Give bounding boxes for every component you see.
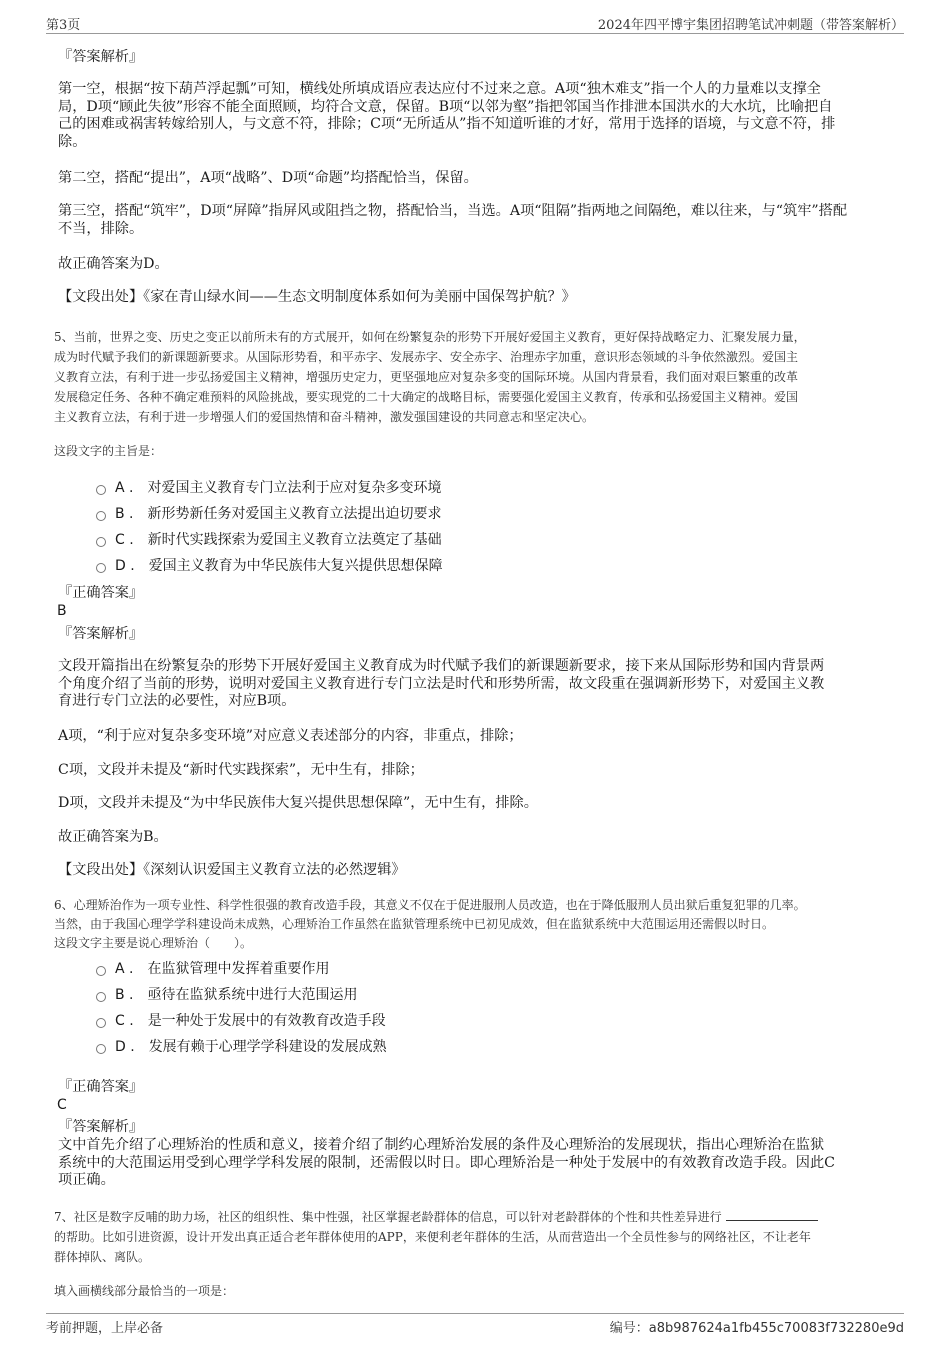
q5-analysis-p3: C项，文段并未提及“新时代实践探索”，无中生有，排除； xyxy=(58,762,424,778)
q6-analysis: 文中首先介绍了心理矫治的性质和意义，接着介绍了制约心理矫治发展的条件及心理矫治的发展现状，指出心理矫治在监狱 系统中的大范围运用受到心理学学科发展的限制，还需假以时日。即心理矫治是一种处于发展中的有效教育改造手段。因此C 项正确。 xyxy=(58,1137,835,1188)
radio-icon[interactable] xyxy=(96,485,106,495)
radio-icon[interactable] xyxy=(96,966,106,976)
q5-option-a[interactable]: A . 对爱国主义教育专门立法利于应对复杂多变环境 xyxy=(96,479,441,497)
q5-correct-label: 『正确答案』 xyxy=(58,585,144,601)
document-title: 2024年四平博宇集团招聘笔试冲刺题（带答案解析） xyxy=(597,18,904,33)
q6-stem: 6、心理矫治作为一项专业性、科学性很强的教育改造手段，其意义不仅在于促进服刑人员改造，也在于降低服刑人员出狱后重复犯罪的几率。 当然，由于我国心理学学科建设尚未成熟，心理矫治工作虽然在监狱管理系统中已初见成效，但在监狱系统中大范围运用还需假以时日。 这段文字主要是说心理矫治（ ）。 xyxy=(54,898,806,950)
radio-icon[interactable] xyxy=(96,511,106,521)
q6-correct-label: 『正确答案』 xyxy=(58,1079,144,1095)
q7-stem: 7、社区是数字反哺的助力场，社区的组织性、集中性强，社区掌握老龄群体的信息，可以针对老龄群体的个性和共性差异进行 的帮助。比如引进资源，设计开发出真正适合老年群体使用的APP，来便利老年群体的生活，从而营造出一个全员性参与的网络社区，不让老年 群体掉队、离队。 xyxy=(54,1207,896,1267)
q6-analysis-label: 『答案解析』 xyxy=(58,1119,144,1135)
q6-option-d[interactable]: D . 发展有赖于心理学学科建设的发展成熟 xyxy=(96,1038,387,1056)
radio-icon[interactable] xyxy=(96,1018,106,1028)
q4-conclusion: 故正确答案为D。 xyxy=(58,256,169,272)
q5-option-d[interactable]: D . 爱国主义教育为中华民族伟大复兴提供思想保障 xyxy=(96,557,443,575)
radio-icon[interactable] xyxy=(96,992,106,1002)
q4-analysis-label: 『答案解析』 xyxy=(58,49,144,65)
q5-analysis-label: 『答案解析』 xyxy=(58,626,144,642)
q5-option-c[interactable]: C . 新时代实践探索为爱国主义教育立法奠定了基础 xyxy=(96,531,442,549)
radio-icon[interactable] xyxy=(96,537,106,547)
q5-option-b[interactable]: B . 新形势新任务对爱国主义教育立法提出迫切要求 xyxy=(96,505,442,523)
q6-option-b[interactable]: B . 亟待在监狱系统中进行大范围运用 xyxy=(96,986,358,1004)
q5-answer: B xyxy=(57,603,67,619)
page-header xyxy=(46,14,904,34)
page-footer xyxy=(46,1313,904,1335)
q5-analysis-p2: A项，“利于应对复杂多变环境”对应意义表述部分的内容，非重点，排除； xyxy=(58,728,523,744)
q4-analysis-p1: 第一空，根据“按下葫芦浮起瓢”可知，横线处所填成语应表达应付不过来之意。A项“独木难支”指一个人的力量难以支撑全 局，D项“顾此失彼”形容不能全面照顾，均符合文意，保留。B项“以邻为壑”指把邻国当作排泄本国洪水的大水坑，比喻把自 己的困难或祸害转嫁给别人，与文意不符，排除；C项“无所适从”指不知道听谁的才好，常用于选择的语境，与文意不符，排 除。 xyxy=(58,81,836,150)
q5-stem: 5、当前，世界之变、历史之变正以前所未有的方式展开，如何在纷繁复杂的形势下开展好爱国主义教育，更好保持战略定力、汇聚发展力量， 成为时代赋予我们的新课题新要求。从国际形势看，和平赤字、发展赤字、安全赤字、治理赤字加重，意识形态领域的斗争依然激烈。爱国主 义教育立法，有利于进一步弘扬爱国主义精神，增强历史定力，更坚强地应对复杂多变的国际环境。从国内背景看，我们面对艰巨繁重的改革 发展稳定任务、各种不确定难预料的风险挑战，要实现党的二十大确定的战略目标，需要强化爱国主义教育，传承和弘扬爱国主义精神。爱国 主义教育立法，有利于进一步增强人们的爱国热情和奋斗精神，激发强国建设的共同意志和坚定决心。 xyxy=(54,330,806,424)
radio-icon[interactable] xyxy=(96,1044,106,1054)
q5-question: 这段文字的主旨是： xyxy=(54,444,163,458)
q6-option-a[interactable]: A . 在监狱管理中发挥着重要作用 xyxy=(96,960,329,978)
q5-analysis-p4: D项，文段并未提及“为中华民族伟大复兴提供思想保障”，无中生有，排除。 xyxy=(58,795,538,811)
q6-option-c[interactable]: C . 是一种处于发展中的有效教育改造手段 xyxy=(96,1012,386,1030)
q5-analysis-p1: 文段开篇指出在纷繁复杂的形势下开展好爱国主义教育成为时代赋予我们的新课题新要求，接下来从国际形势和国内背景两 个角度介绍了当前的形势，说明对爱国主义教育进行专门立法是时代和形势所需，故文段重在强调新形势下，对爱国主义教 育进行专门立法的必要性，对应B项。 xyxy=(58,658,825,709)
q4-analysis-p2: 第二空，搭配“提出”，A项“战略”、D项“命题”均搭配恰当，保留。 xyxy=(58,170,478,186)
page-number: 第3页 xyxy=(46,18,81,33)
q4-source: 【文段出处】《家在青山绿水间——生态文明制度体系如何为美丽中国保驾护航？》 xyxy=(58,289,576,305)
q6-answer: C xyxy=(57,1097,67,1113)
document-code: 编号：a8b987624a1fb455c70083f732280e9d xyxy=(609,1321,904,1336)
q4-analysis-p3: 第三空，搭配“筑牢”，D项“屏障”指屏风或阻挡之物，搭配恰当，当选。A项“阻隔”指两地之间隔绝，难以往来，与“筑牢”搭配 不当，排除。 xyxy=(58,203,848,237)
q7-question: 填入画横线部分最恰当的一项是： xyxy=(54,1284,235,1298)
q5-conclusion: 故正确答案为B。 xyxy=(58,829,168,845)
q5-source: 【文段出处】《深刻认识爱国主义教育立法的必然逻辑》 xyxy=(58,862,406,878)
fill-blank[interactable] xyxy=(726,1209,818,1221)
radio-icon[interactable] xyxy=(96,563,106,573)
footer-slogan: 考前押题，上岸必备 xyxy=(46,1321,164,1336)
